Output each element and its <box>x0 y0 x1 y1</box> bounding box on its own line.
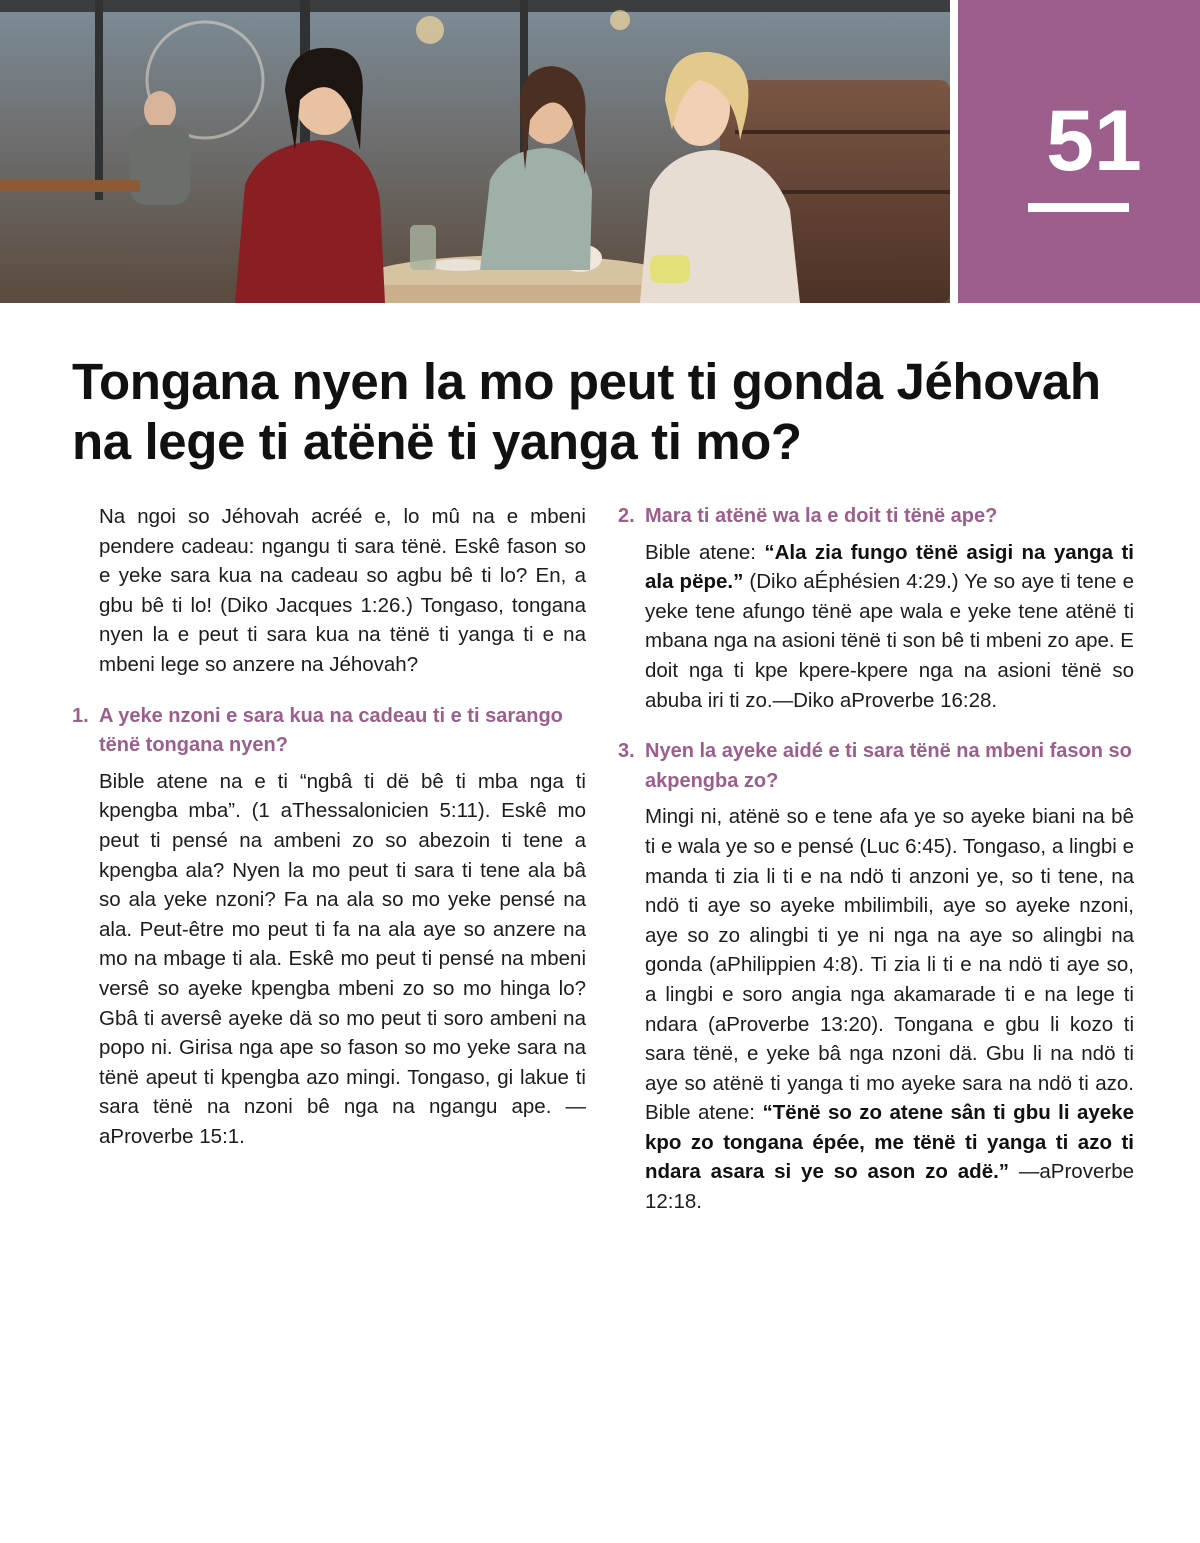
page-title: Tongana nyen la mo peut ti gonda Jéhovah na lege ti atënë ti yanga ti mo? <box>72 353 1101 470</box>
question-3-answer-rest: —aProverbe 12:18. <box>645 1160 1134 1214</box>
question-2-heading <box>618 502 1134 532</box>
question-2-answer-rest: (Diko aÉphésien 4:29.) Ye so aye ti tene e yeke tene afungo tënë ape wala e yeke tene atënë ti mbana nga na asioni tënë ti son bê ti mbeni zo ape. E doit nga ti kpe kpere-kpere nga na asioni tënë so abuba iri ti zo.—Diko aProverbe 16:28. <box>645 570 1134 712</box>
question-2-answer-lead: Bible atene: <box>645 540 765 564</box>
question-2-bible-quote: “Ala zia fungo tënë asigi na yanga ti ala pëpe.” <box>645 540 1134 594</box>
question-3-answer-lead: Mingi ni, atënë so e tene afa ye so ayeke biani na bê ti e wala ye so e pensé (Luc 6:45). Tongaso, a lingbi e manda ti zia li ti e na ndö ti anzoni ye, so ti tene, na ndö ti aye so ayeke mbilimbili, aye so ayeke nzoni, aye so zo alingbi ti ye ni nga na aye so alingbi na gonda (aPhilippien 4:8). Ti zia li ti e na ndö ti aye so, a lingbi e soro angia nga akamarade ti e na lege ti ndara (aProverbe 13:20). Tongana e gbu li kozo ti sara tënë, e yeke bâ nga nzoni dä. Gbu li na ndö ti aye so atënë ti yanga ti mo ayeke sara na ndö ti azo. Bible atene: <box>645 805 1134 1125</box>
intro-paragraph: Na ngoi so Jéhovah acréé e, lo mû na e mbeni pendere cadeau: ngangu ti sara tënë. Eskê fason so e yeke sara kua na cadeau so agbu bê ti lo? En, a gbu bê ti lo! (Diko Jacques 1:26.) Tongaso, tongana nyen la e peut ti sara kua na tënë ti yanga ti e na mbeni lege so anzere na Jéhovah? <box>99 505 586 676</box>
left-column <box>72 502 586 1151</box>
question-3-text: Nyen la ayeke aidé e ti sara tënë na mbeni fason so akpengba zo? <box>645 740 1132 792</box>
lesson-number-box <box>958 0 1200 303</box>
question-1-heading <box>72 702 586 761</box>
right-column <box>618 502 1134 1217</box>
question-3-heading <box>618 737 1134 796</box>
header-photo <box>0 0 950 303</box>
question-2-text: Mara ti atënë wa la e doit ti tënë ape? <box>645 505 998 527</box>
question-1-number: 1. <box>72 704 89 727</box>
cafe-photo-illustration <box>0 0 950 303</box>
lesson-number-underline <box>1028 203 1129 212</box>
lesson-number: 51 <box>1046 93 1142 189</box>
question-3-bible-quote: “Tënë so zo atene sân ti gbu li ayeke kpo zo tongana épée, me tënë ti yanga ti azo ti ndara asara si ye so ason zo adë.” <box>645 1101 1134 1184</box>
question-1-text: A yeke nzoni e sara kua na cadeau ti e ti sarango tënë tongana nyen? <box>99 704 563 757</box>
question-1-answer: Bible atene na e ti “ngbâ ti dë bê ti mba nga ti kpengba mba”. (1 aThessalonicien 5:11). Eskê mo peut ti pensé na ambeni zo so abezoin ti tene a kpengba ala? Nyen la mo peut ti sara ti tene ala bâ so ala yeke nzoni? Fa na ala so mo yeke pensé na ala. Peut-être mo peut ti fa na ala aye so anzere na mo na mbage ti ala. Eskê mo peut ti pensé na mbeni versê so ayeke kpengba mbeni zo so mo hinga lo? Gbâ ti aversê ayeke dä so mo peut ti soro ambeni na popo ni. Girisa nga ape so fason so mo yeke sara na tënë apeut ti kpengba azo mingi. Tongaso, gi lakue ti sara tënë na nzoni bê nga na ngangu ape. —aProverbe 15:1. <box>99 769 586 1148</box>
question-2-answer <box>618 538 1134 716</box>
question-3-answer <box>618 802 1134 1216</box>
question-3-number: 3. <box>618 740 635 763</box>
question-2-number: 2. <box>618 505 635 527</box>
